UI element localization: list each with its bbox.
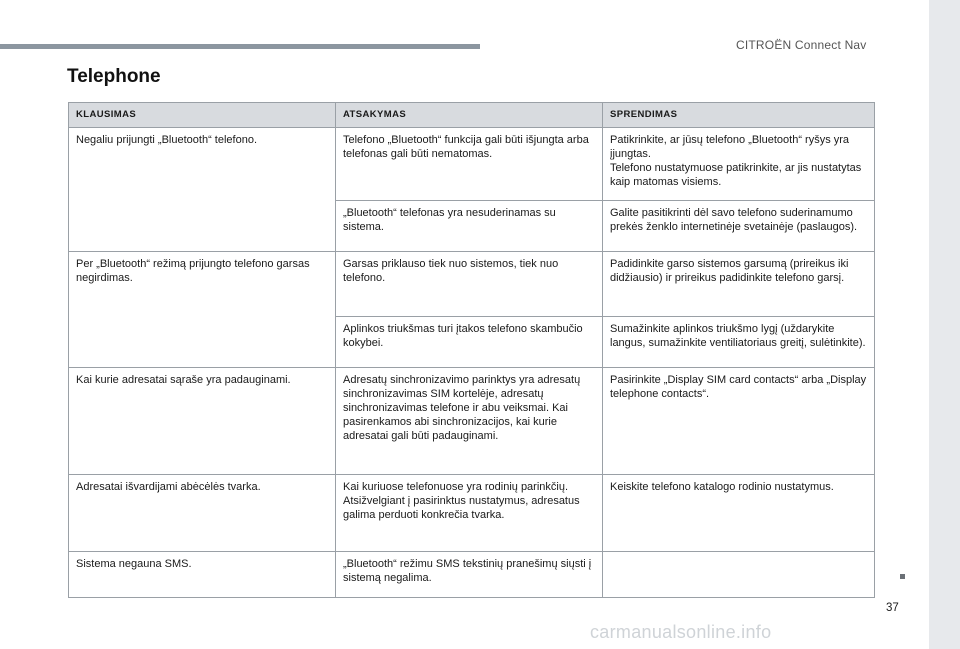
solution-cell: [603, 552, 875, 598]
solution-cell: [603, 128, 875, 201]
solution-cell: [603, 201, 875, 252]
question-cell: Sistema negauna SMS.: [69, 552, 336, 598]
solution-line: Keiskite telefono katalogo rodinio nustatymus.: [610, 481, 834, 493]
question-cell: Adresatai išvardijami abėcėlės tvarka.: [69, 475, 336, 552]
answer-cell: Kai kuriuose telefonuose yra rodinių parinkčių. Atsižvelgiant į pasirinktus nustatymus, adresatus galima perduoti konkrečia tvarka.: [336, 475, 603, 552]
solution-line: Padidinkite garso sistemos garsumą (prireikus iki didžiausio) ir prireikus padidinkite telefono garsį.: [610, 258, 849, 284]
answer-cell: Adresatų sinchronizavimo parinktys yra adresatų sinchronizavimas SIM kortelėje, adresatų sinchronizavimas telefone ir abu veiksmai. Kai pasirenkamos abi sinchronizacijos, kai kurie adresatai gali būti padauginami.: [336, 368, 603, 475]
answer-cell: Telefono „Bluetooth“ funkcija gali būti išjungta arba telefonas gali būti nematomas.: [336, 128, 603, 201]
table-row: [69, 368, 875, 475]
column-header-solution: SPRENDIMAS: [603, 103, 875, 128]
table-row: [69, 475, 875, 552]
table-header-row: [69, 103, 875, 128]
watermark: carmanualsonline.info: [590, 622, 772, 642]
answer-cell: „Bluetooth“ režimu SMS tekstinių pranešimų siųsti į sistemą negalima.: [336, 552, 603, 598]
page-title: Telephone: [67, 66, 161, 87]
solution-line: Galite pasitikrinti dėl savo telefono suderinamumo prekės ženklo internetinėje svetainėje (paslaugos).: [610, 207, 858, 233]
column-header-question: KLAUSIMAS: [69, 103, 336, 128]
table-row: [69, 252, 875, 317]
solution-cell: [603, 317, 875, 368]
solution-line: Pasirinkite „Display SIM card contacts“ arba „Display telephone contacts“.: [610, 374, 867, 400]
solution-line: Sumažinkite aplinkos triukšmo lygį (uždarykite langus, sumažinkite ventiliatoriaus greitį, sulėtinkite).: [610, 323, 866, 349]
answer-cell: Aplinkos triukšmas turi įtakos telefono skambučio kokybei.: [336, 317, 603, 368]
answer-cell: Garsas priklauso tiek nuo sistemos, tiek nuo telefono.: [336, 252, 603, 317]
table-row: [69, 128, 875, 201]
table-row: [69, 552, 875, 598]
solution-cell: [603, 252, 875, 317]
solution-cell: [603, 475, 875, 552]
question-cell: Kai kurie adresatai sąraše yra padauginami.: [69, 368, 336, 475]
answer-cell: „Bluetooth“ telefonas yra nesuderinamas su sistema.: [336, 201, 603, 252]
side-strip: [929, 0, 960, 649]
troubleshooting-table: [68, 102, 875, 598]
header-brand: CITROËN Connect Nav: [736, 38, 867, 52]
solution-line: Telefono nustatymuose patikrinkite, ar jis nustatytas kaip matomas visiems.: [610, 162, 862, 188]
page-marker: [900, 574, 905, 579]
column-header-answer: ATSAKYMAS: [336, 103, 603, 128]
page-number: 37: [886, 602, 899, 614]
header-accent-bar: [0, 44, 480, 49]
question-cell: Per „Bluetooth“ režimą prijungto telefono garsas negirdimas.: [69, 252, 336, 368]
solution-line: Patikrinkite, ar jūsų telefono „Bluetooth“ ryšys yra įjungtas.: [610, 134, 850, 160]
question-cell: Negaliu prijungti „Bluetooth“ telefono.: [69, 128, 336, 252]
solution-cell: [603, 368, 875, 475]
